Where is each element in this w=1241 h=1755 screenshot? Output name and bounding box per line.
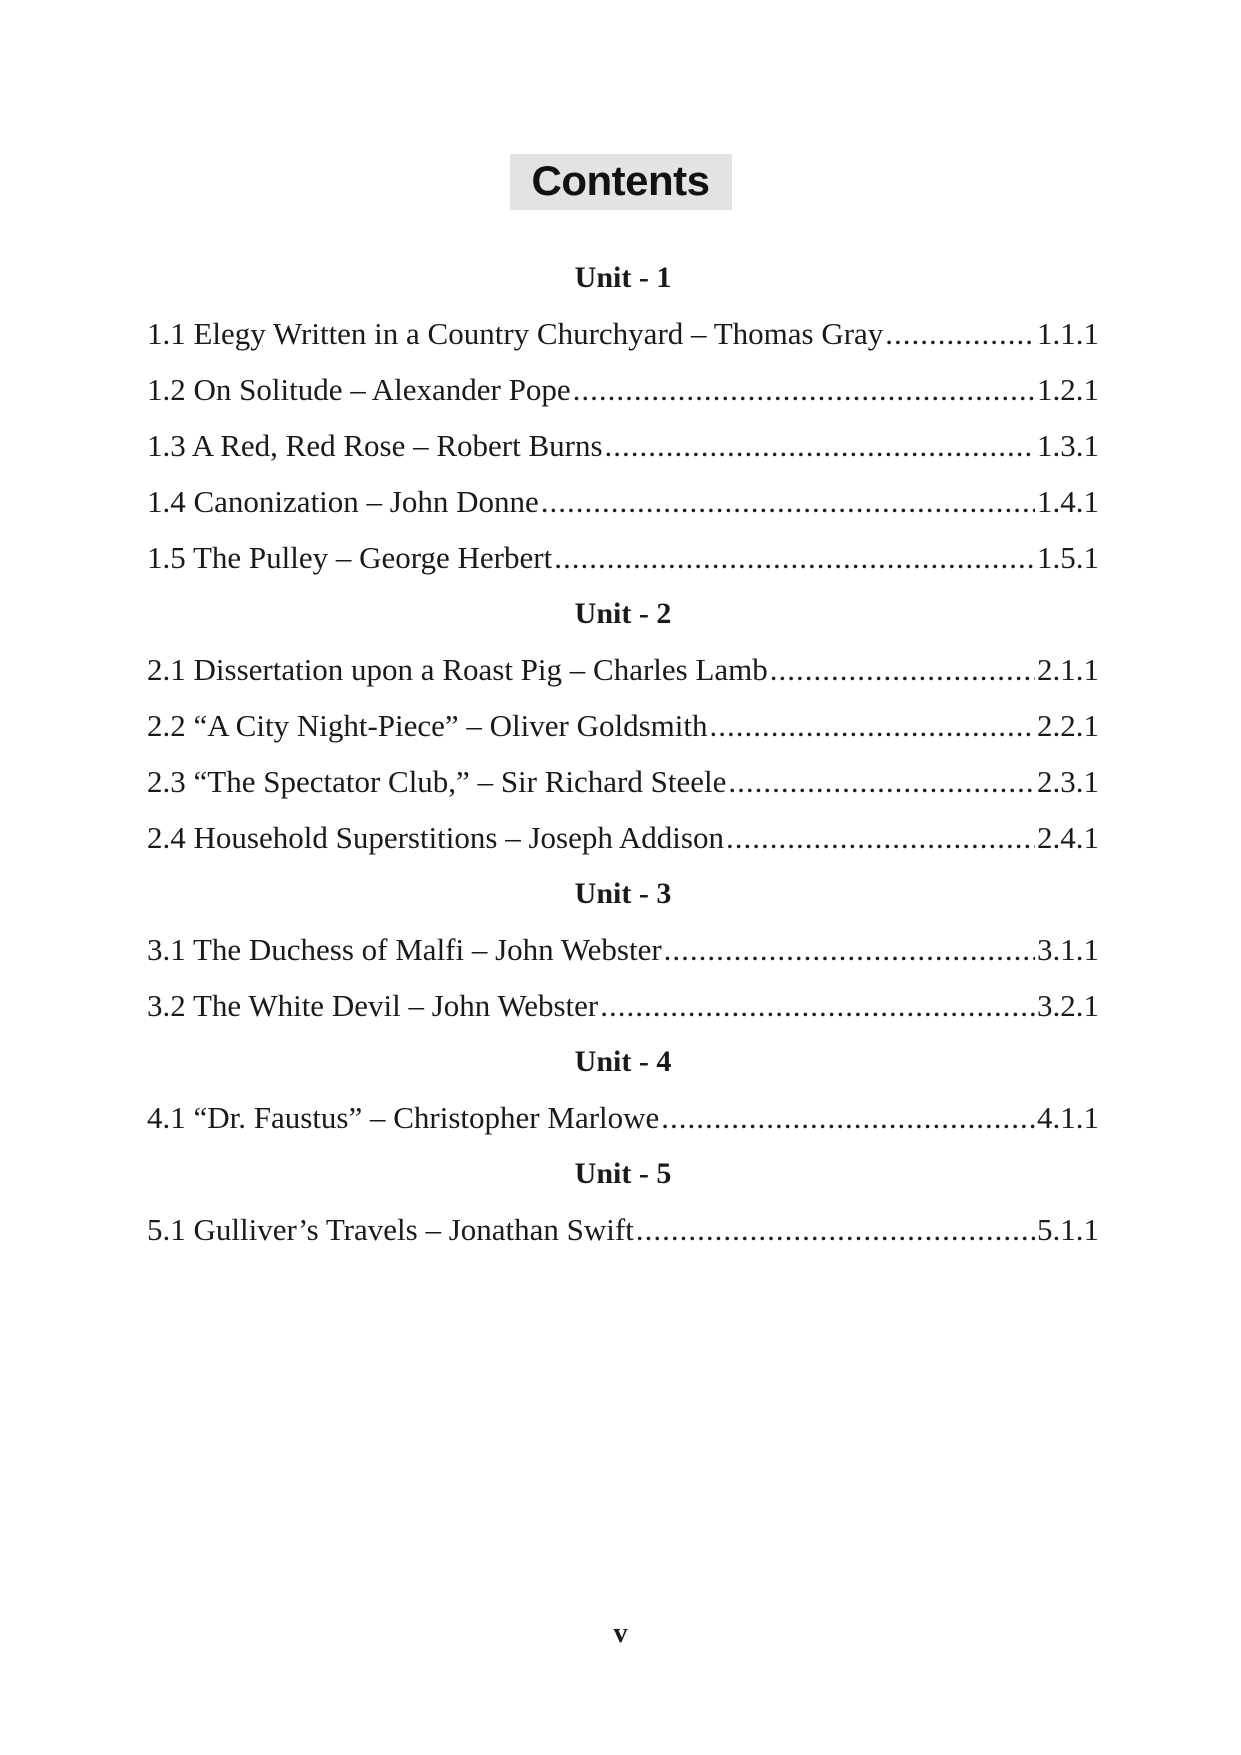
toc-entry-page: 2.3.1	[1037, 764, 1099, 799]
toc-entry-title: 1.1 Elegy Written in a Country Churchyard – Thomas Gray	[147, 316, 884, 351]
toc-entry[interactable]	[147, 698, 1099, 754]
toc-entry-page: 1.2.1	[1037, 372, 1099, 407]
dot-leader	[710, 708, 1035, 744]
unit-heading: Unit - 4	[574, 1045, 672, 1078]
toc-entry-title: 1.2 On Solitude – Alexander Pope	[147, 372, 571, 407]
page-title: Contents	[510, 154, 732, 210]
unit-heading: Unit - 2	[574, 597, 672, 630]
toc-entry-title: 1.5 The Pulley – George Herbert	[147, 540, 553, 575]
toc-entry[interactable]	[147, 978, 1099, 1034]
toc-entry[interactable]	[147, 362, 1099, 418]
toc-entry-title: 2.4 Household Superstitions – Joseph Addison	[147, 820, 724, 855]
dot-leader	[770, 652, 1035, 688]
dot-leader	[605, 428, 1035, 464]
dot-leader	[661, 1100, 1035, 1136]
dot-leader	[885, 316, 1035, 352]
toc-entry-title: 1.3 A Red, Red Rose – Robert Burns	[147, 428, 603, 463]
toc-entry[interactable]	[147, 1202, 1099, 1258]
toc-entry-page: 3.1.1	[1037, 932, 1099, 967]
unit-heading: Unit - 3	[574, 877, 672, 910]
toc-entry-title: 4.1 “Dr. Faustus” – Christopher Marlowe	[147, 1100, 660, 1135]
dot-leader	[664, 932, 1035, 968]
toc-entry[interactable]	[147, 922, 1099, 978]
toc-entry[interactable]	[147, 418, 1099, 474]
toc-entry-page: 1.3.1	[1037, 428, 1099, 463]
dot-leader	[728, 764, 1035, 800]
toc-entry-title: 1.4 Canonization – John Donne	[147, 484, 539, 519]
toc-entry-title: 3.1 The Duchess of Malfi – John Webster	[147, 932, 662, 967]
toc-entry[interactable]	[147, 530, 1099, 586]
unit-heading: Unit - 1	[574, 261, 672, 294]
dot-leader	[541, 484, 1035, 520]
toc-entry-title: 2.3 “The Spectator Club,” – Sir Richard Steele	[147, 764, 727, 799]
toc-entry[interactable]	[147, 306, 1099, 362]
dot-leader	[636, 1212, 1035, 1248]
toc-entry-title: 2.2 “A City Night-Piece” – Oliver Goldsmith	[147, 708, 708, 743]
toc-entry-page: 2.1.1	[1037, 652, 1099, 687]
dot-leader	[554, 540, 1035, 576]
toc-entry[interactable]	[147, 1090, 1099, 1146]
dot-leader	[600, 988, 1035, 1024]
dot-leader	[726, 820, 1035, 856]
title-container	[0, 154, 1241, 210]
toc-entry-title: 5.1 Gulliver’s Travels – Jonathan Swift	[147, 1212, 634, 1247]
toc-entry-page: 5.1.1	[1037, 1212, 1099, 1247]
toc-entry-page: 3.2.1	[1037, 988, 1099, 1023]
dot-leader	[573, 372, 1035, 408]
toc-entry[interactable]	[147, 754, 1099, 810]
unit-heading: Unit - 5	[574, 1157, 672, 1190]
table-of-contents	[147, 250, 1099, 1258]
toc-entry[interactable]	[147, 642, 1099, 698]
toc-entry[interactable]	[147, 474, 1099, 530]
toc-entry-page: 1.4.1	[1037, 484, 1099, 519]
toc-entry-page: 2.4.1	[1037, 820, 1099, 855]
toc-entry[interactable]	[147, 810, 1099, 866]
page-number: v	[613, 1618, 628, 1649]
toc-entry-page: 4.1.1	[1037, 1100, 1099, 1135]
toc-entry-title: 3.2 The White Devil – John Webster	[147, 988, 599, 1023]
toc-entry-title: 2.1 Dissertation upon a Roast Pig – Charles Lamb	[147, 652, 768, 687]
toc-entry-page: 1.5.1	[1037, 540, 1099, 575]
toc-entry-page: 1.1.1	[1037, 316, 1099, 351]
toc-entry-page: 2.2.1	[1037, 708, 1099, 743]
